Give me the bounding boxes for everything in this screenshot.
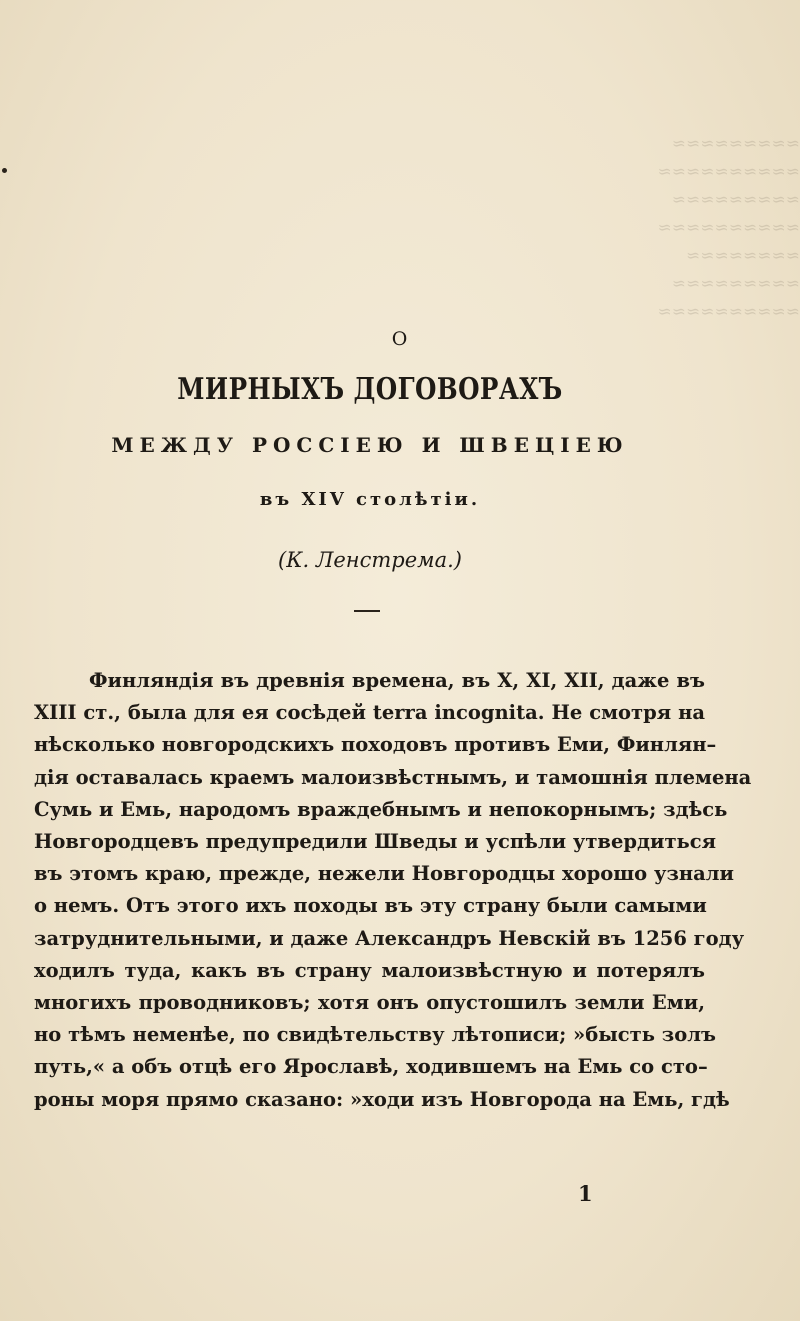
text-line: Финляндія въ древнія времена, въ X, XI, XII, даже въ [89, 669, 705, 692]
section-rule [354, 610, 380, 612]
ink-speck [2, 168, 7, 173]
text-line: но тѣмъ неменѣе, по свидѣтельству лѣтописи; »бысть золъ [34, 1023, 716, 1047]
text-line: роны моря прямо сказано: »ходи изъ Новгорода на Емь, гдѣ [34, 1087, 730, 1111]
century-line: въ XIV столѣтіи. [259, 489, 481, 510]
text-line: нѣсколько новгородскихъ походовъ противъ Еми, Финлян– [34, 733, 717, 757]
text-line: Новгородцевъ предупредили Шведы и успѣли утвердиться [34, 830, 717, 854]
title-preposition: О [391, 328, 409, 350]
text-line: многихъ проводниковъ; хотя онъ опустошилъ земли Еми, [34, 991, 705, 1015]
text-line: затруднительными, и даже Александръ Невскій въ 1256 году [34, 926, 745, 950]
text-line: XIII ст., была для ея сосѣдей terra incognita. Не смотря на [34, 701, 705, 725]
signature-mark: 1 [578, 1181, 593, 1206]
text-line: о немъ. Отъ этого ихъ походы въ эту страну были самыми [34, 894, 707, 918]
text-line: дія оставалась краемъ малоизвѣстнымъ, и тамошнія племена [34, 765, 752, 789]
text-line: путь,« а объ отцѣ его Ярославѣ, ходившемъ на Емь со сто– [34, 1055, 708, 1079]
text-line: Сумь и Емь, народомъ враждебнымъ и непокорнымъ; здѣсь [34, 797, 728, 821]
body-paragraph [34, 665, 752, 1116]
page-subtitle: МЕЖДУ РОССІЕЮ И ШВЕЦІЕЮ [111, 433, 629, 457]
bleed-through-text: ≈≈≈≈≈≈≈≈≈ ≈≈≈≈≈≈≈≈≈≈ ≈≈≈≈≈≈≈≈≈ ≈≈≈≈≈≈≈≈≈≈ ≈≈≈≈≈≈≈≈ ≈≈≈≈≈≈≈≈≈ ≈≈≈≈≈≈≈≈≈≈ [657, 134, 800, 322]
page-title: МИРНЫХЪ ДОГОВОРАХЪ [177, 372, 563, 407]
text-line: ходилъ туда, какъ въ страну малоизвѣстную и потерялъ [34, 958, 705, 982]
text-line: въ этомъ краю, прежде, нежели Новгородцы хорошо узнали [34, 862, 735, 886]
author-line: (К. Ленстрема.) [278, 548, 462, 572]
